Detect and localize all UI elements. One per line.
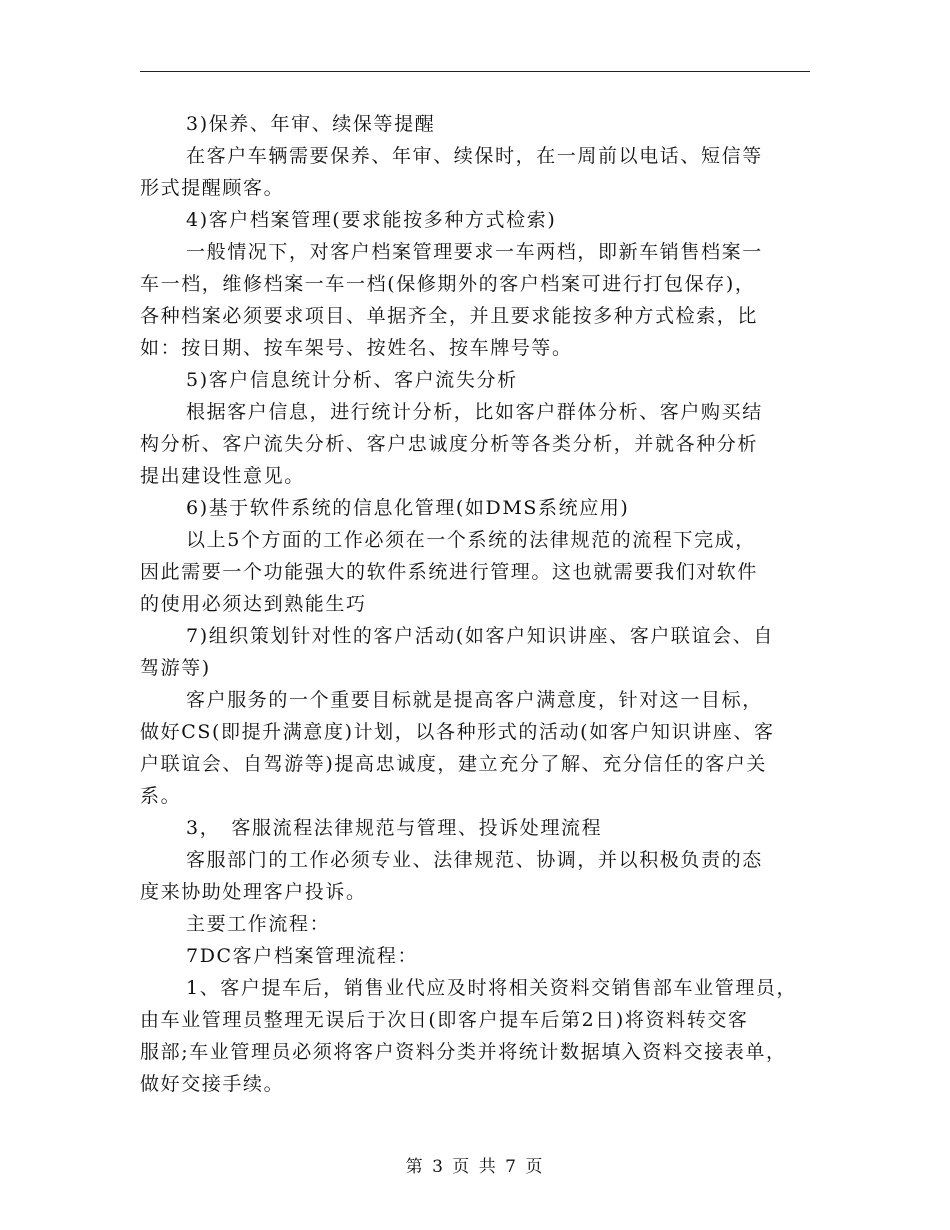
text-line-13: 6)基于软件系统的信息化管理(如DMS系统应用)	[186, 497, 630, 519]
text-line-21: 户联谊会、自驾游等)提高忠诚度，建立充分了解、充分信任的客户关	[140, 753, 768, 775]
text-line-26: 主要工作流程：	[186, 913, 331, 935]
text-line-30: 服部;车业管理员必须将客户资料分类并将统计数据填入资料交接表单，	[140, 1041, 787, 1063]
text-line-3: 形式提醒顾客。	[140, 177, 285, 199]
text-line-4: 4)客户档案管理(要求能按多种方式检索)	[186, 209, 557, 231]
text-line-10: 根据客户信息，进行统计分析，比如客户群体分析、客户购买结	[186, 401, 763, 423]
text-line-18: 驾游等)	[140, 657, 211, 679]
text-line-8: 如：按日期、按车架号、按姓名、按车牌号等。	[140, 337, 573, 359]
text-line-23: 3， 客服流程法律规范与管理、投诉处理流程	[186, 817, 603, 839]
page-number-footer: 第 3 页 共 7 页	[405, 1157, 545, 1177]
text-line-16: 的使用必须达到熟能生巧	[140, 593, 367, 615]
text-line-7: 各种档案必须要求项目、单据齐全，并且要求能按多种方式检索，比	[140, 305, 759, 327]
text-line-28: 1、客户提车后，销售业代应及时将相关资料交销售部车业管理员，	[186, 977, 798, 999]
text-line-9: 5)客户信息统计分析、客户流失分析	[186, 369, 518, 391]
text-line-20: 做好CS(即提升满意度)计划，以各种形式的活动(如客户知识讲座、客	[140, 721, 775, 743]
text-line-25: 度来协助处理客户投诉。	[140, 881, 367, 903]
document-body	[140, 108, 810, 1100]
text-line-22: 系。	[140, 785, 182, 807]
text-line-19: 客户服务的一个重要目标就是提高客户满意度，针对这一目标，	[186, 689, 763, 711]
text-line-29: 由车业管理员整理无误后于次日(即客户提车后第2日)将资料转交客	[140, 1009, 749, 1031]
text-line-6: 车一档，维修档案一车一档(保修期外的客户档案可进行打包保存)，	[140, 273, 756, 295]
text-line-15: 因此需要一个功能强大的软件系统进行管理。这也就需要我们对软件	[140, 561, 759, 583]
text-line-5: 一般情况下，对客户档案管理要求一车两档，即新车销售档案一	[186, 241, 763, 263]
text-line-31: 做好交接手续。	[140, 1073, 285, 1095]
text-line-14: 以上5个方面的工作必须在一个系统的法律规范的流程下完成，	[186, 529, 756, 551]
text-line-27: 7DC客户档案管理流程：	[186, 945, 419, 967]
text-line-12: 提出建设性意见。	[140, 465, 305, 487]
text-line-11: 构分析、客户流失分析、客户忠诚度分析等各类分析，并就各种分析	[140, 433, 759, 455]
text-line-17: 7)组织策划针对性的客户活动(如客户知识讲座、客户联谊会、自	[186, 625, 774, 647]
text-line-2: 在客户车辆需要保养、年审、续保时，在一周前以电话、短信等	[186, 145, 763, 167]
text-line-1: 3)保养、年审、续保等提醒	[186, 113, 436, 135]
text-line-24: 客服部门的工作必须专业、法律规范、协调，并以积极负责的态	[186, 849, 763, 871]
header-rule	[140, 71, 810, 72]
